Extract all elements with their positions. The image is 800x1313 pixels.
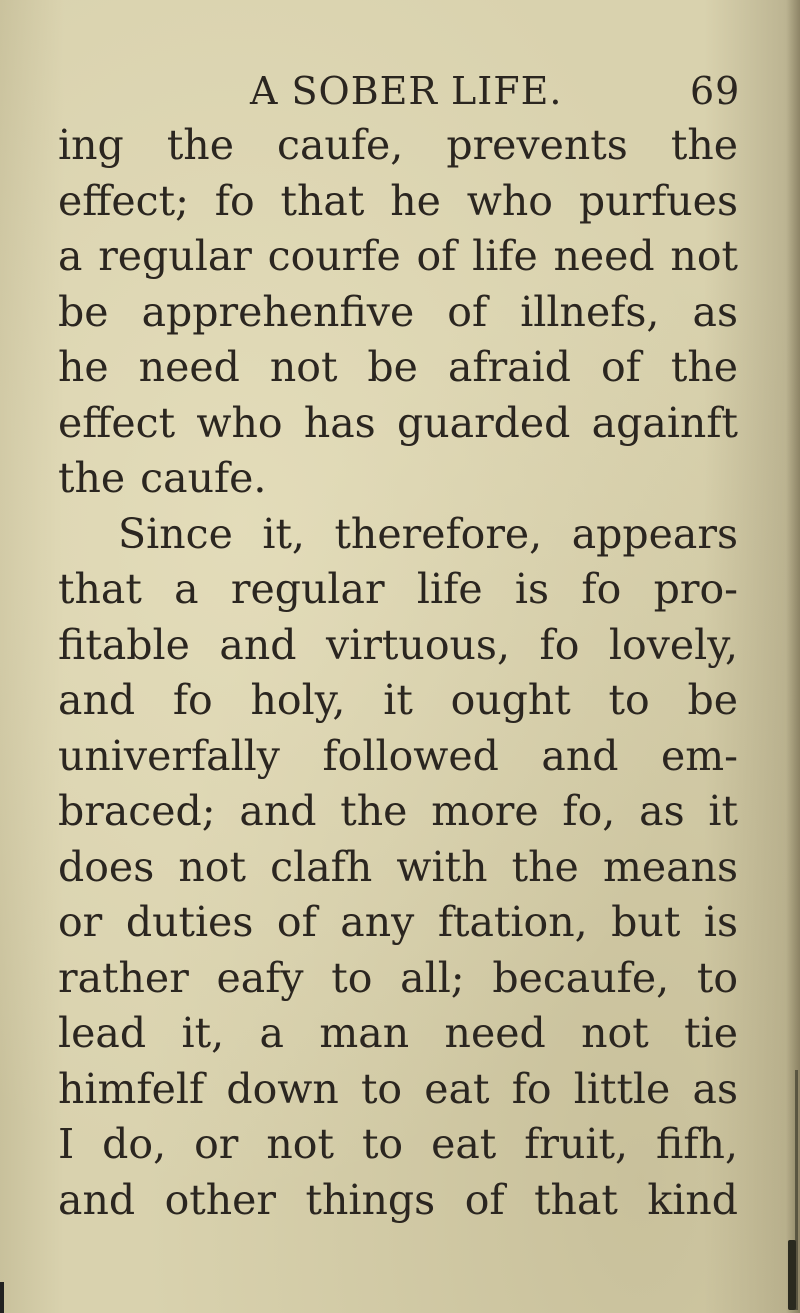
text-line: ing the caufe, prevents the — [58, 121, 738, 169]
text-line: or duties of any ftation, but is — [58, 898, 738, 946]
text-line: lead it, a man need not tie — [58, 1009, 738, 1057]
running-head — [250, 66, 740, 116]
text-line: be apprehenfive of illnefs, as — [58, 287, 738, 336]
text-line: he need not be afraid of the — [58, 343, 738, 391]
text-line: the caufe. — [58, 454, 267, 502]
page-edge-mark — [788, 1240, 796, 1310]
running-head-title: A SOBER LIFE. — [250, 69, 563, 113]
text-line: effect; fo that he who purfues — [58, 176, 738, 225]
page-edge-mark-left — [0, 1282, 4, 1313]
text-line: fitable and virtuous, fo lovely, — [58, 620, 738, 669]
text-line: and other things of that kind — [58, 1175, 738, 1224]
text-line: rather eafy to all; becaufe, to — [58, 953, 738, 1002]
text-line: effect who has guarded againft — [58, 398, 738, 447]
text-line: braced; and the more fo, as it — [58, 787, 738, 835]
text-line: that a regular life is fo pro- — [58, 565, 738, 613]
page-number: 69 — [690, 69, 741, 113]
text-line: I do, or not to eat fruit, fifh, — [58, 1120, 738, 1168]
text-line: and fo holy, it ought to be — [58, 676, 738, 724]
text-line: himfelf down to eat fo little as — [58, 1064, 738, 1113]
paragraph-start-line: Since it, therefore, appears — [118, 509, 738, 558]
text-line: does not clafh with the means — [58, 842, 738, 891]
text-line: a regular courfe of life need not — [58, 232, 738, 280]
text-line: univerfally followed and em- — [58, 731, 738, 780]
body-text — [58, 118, 738, 1228]
